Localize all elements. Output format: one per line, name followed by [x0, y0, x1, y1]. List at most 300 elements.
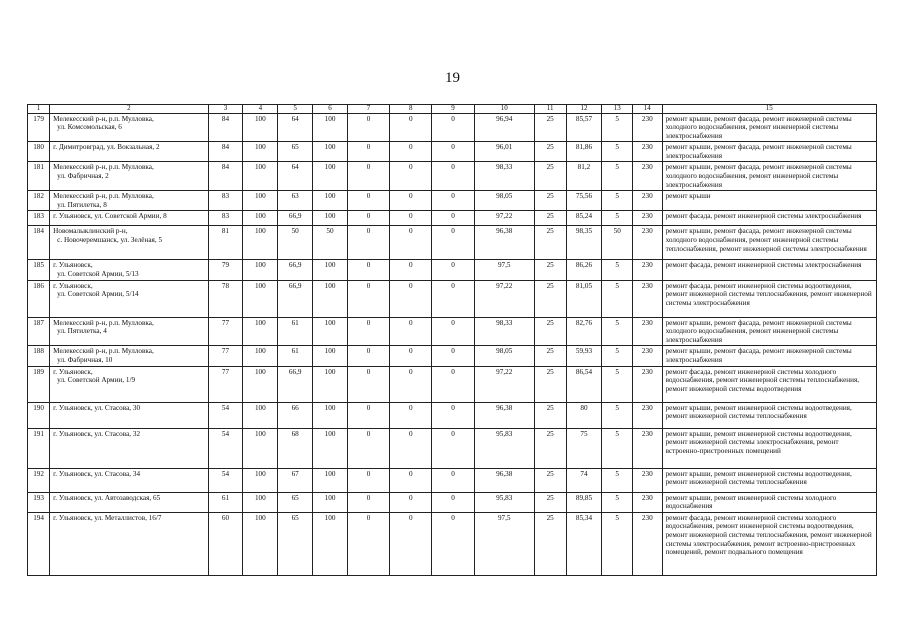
column-header-6: 6 [313, 105, 348, 114]
value-cell-col-9: 0 [432, 468, 474, 492]
value-cell-col-13: 5 [602, 280, 633, 317]
value-cell-col-5: 65 [278, 142, 313, 162]
value-cell-col-14: 230 [633, 366, 663, 402]
value-cell-col-5: 63 [278, 191, 313, 211]
value-cell-col-7: 0 [347, 260, 389, 280]
row-number: 189 [28, 366, 50, 402]
table-row [28, 226, 877, 260]
value-cell-col-5: 50 [278, 226, 313, 260]
work-types-cell: ремонт крыши, ремонт инженерной системы водоотведения, ремонт инженерной системы теплоснабжения [662, 468, 876, 492]
value-cell-col-12: 89,85 [566, 492, 602, 512]
register-table [27, 104, 877, 576]
column-header-10: 10 [474, 105, 534, 114]
value-cell-col-6: 100 [313, 162, 348, 191]
value-cell-col-5: 66,9 [278, 366, 313, 402]
value-cell-col-8: 0 [390, 317, 432, 346]
work-types-cell: ремонт крыши, ремонт фасада, ремонт инженерной системы холодного водоснабжения, ремонт инженерной системы теплоснабжения, ремонт инженерной системы электроснабжения [662, 226, 876, 260]
address-cell [50, 402, 208, 428]
value-cell-col-9: 0 [432, 317, 474, 346]
value-cell-col-6: 100 [313, 402, 348, 428]
address-cell [50, 428, 208, 468]
value-cell-col-10: 96,94 [474, 113, 534, 142]
table-row [28, 402, 877, 428]
column-header-4: 4 [243, 105, 278, 114]
value-cell-col-12: 75 [566, 428, 602, 468]
value-cell-col-14: 230 [633, 468, 663, 492]
column-header-9: 9 [432, 105, 474, 114]
address-line: ул. Комсомольская, 6 [57, 123, 122, 132]
value-cell-col-12: 82,76 [566, 317, 602, 346]
value-cell-col-13: 5 [602, 512, 633, 575]
value-cell-col-13: 5 [602, 162, 633, 191]
address-line: г. Ульяновск, [53, 261, 93, 270]
value-cell-col-14: 230 [633, 260, 663, 280]
value-cell-col-3: 79 [208, 260, 243, 280]
row-number: 194 [28, 512, 50, 575]
row-number: 187 [28, 317, 50, 346]
address-cell [50, 492, 208, 512]
value-cell-col-4: 100 [243, 280, 278, 317]
value-cell-col-3: 60 [208, 512, 243, 575]
value-cell-col-12: 85,24 [566, 211, 602, 226]
value-cell-col-13: 50 [602, 226, 633, 260]
value-cell-col-10: 95,83 [474, 428, 534, 468]
value-cell-col-5: 64 [278, 113, 313, 142]
row-number: 181 [28, 162, 50, 191]
value-cell-col-8: 0 [390, 280, 432, 317]
address-line: г. Ульяновск, ул. Советской Армии, 8 [53, 212, 167, 221]
value-cell-col-7: 0 [347, 346, 389, 366]
value-cell-col-4: 100 [243, 366, 278, 402]
column-header-14: 14 [633, 105, 663, 114]
row-number: 184 [28, 226, 50, 260]
table-row [28, 211, 877, 226]
value-cell-col-14: 230 [633, 492, 663, 512]
address-line: Новомалыклинский р-н, [53, 227, 128, 236]
value-cell-col-8: 0 [390, 366, 432, 402]
value-cell-col-13: 5 [602, 260, 633, 280]
value-cell-col-10: 97,22 [474, 366, 534, 402]
work-types-cell: ремонт крыши, ремонт фасада, ремонт инженерной системы холодного водоснабжения, ремонт инженерной системы электроснабжения [662, 162, 876, 191]
value-cell-col-9: 0 [432, 226, 474, 260]
value-cell-col-5: 65 [278, 512, 313, 575]
value-cell-col-5: 66 [278, 402, 313, 428]
work-types-cell: ремонт фасада, ремонт инженерной системы водоотведения, ремонт инженерной системы теплоснабжения, ремонт инженерной системы электроснабжения [662, 280, 876, 317]
address-line: г. Ульяновск, ул. Стасова, 32 [53, 429, 141, 438]
value-cell-col-11: 25 [534, 211, 566, 226]
value-cell-col-10: 97,5 [474, 512, 534, 575]
value-cell-col-9: 0 [432, 402, 474, 428]
address-cell [50, 142, 208, 162]
value-cell-col-11: 25 [534, 226, 566, 260]
value-cell-col-6: 100 [313, 366, 348, 402]
address-cell [50, 280, 208, 317]
value-cell-col-3: 78 [208, 280, 243, 317]
value-cell-col-12: 81,2 [566, 162, 602, 191]
column-header-1: 1 [28, 105, 50, 114]
value-cell-col-11: 25 [534, 162, 566, 191]
address-cell [50, 226, 208, 260]
value-cell-col-6: 50 [313, 226, 348, 260]
value-cell-col-3: 54 [208, 428, 243, 468]
value-cell-col-9: 0 [432, 162, 474, 191]
address-cell [50, 346, 208, 366]
value-cell-col-9: 0 [432, 366, 474, 402]
value-cell-col-14: 230 [633, 191, 663, 211]
value-cell-col-6: 100 [313, 211, 348, 226]
value-cell-col-13: 5 [602, 317, 633, 346]
row-number: 190 [28, 402, 50, 428]
value-cell-col-6: 100 [313, 260, 348, 280]
value-cell-col-6: 100 [313, 428, 348, 468]
value-cell-col-7: 0 [347, 162, 389, 191]
value-cell-col-7: 0 [347, 226, 389, 260]
table-row [28, 317, 877, 346]
value-cell-col-3: 84 [208, 142, 243, 162]
value-cell-col-11: 25 [534, 512, 566, 575]
value-cell-col-3: 84 [208, 162, 243, 191]
address-line: г. Ульяновск, ул. Металлистов, 16/7 [53, 513, 162, 522]
value-cell-col-9: 0 [432, 492, 474, 512]
value-cell-col-6: 100 [313, 512, 348, 575]
address-line: г. Ульяновск, [53, 281, 93, 290]
value-cell-col-8: 0 [390, 468, 432, 492]
value-cell-col-13: 5 [602, 492, 633, 512]
address-cell [50, 211, 208, 226]
address-line: ул. Пятилетка, 4 [57, 327, 107, 336]
value-cell-col-9: 0 [432, 280, 474, 317]
value-cell-col-12: 98,35 [566, 226, 602, 260]
value-cell-col-14: 230 [633, 317, 663, 346]
table-row [28, 512, 877, 575]
value-cell-col-9: 0 [432, 191, 474, 211]
value-cell-col-4: 100 [243, 346, 278, 366]
value-cell-col-10: 97,5 [474, 260, 534, 280]
row-number: 188 [28, 346, 50, 366]
column-header-11: 11 [534, 105, 566, 114]
value-cell-col-10: 96,38 [474, 226, 534, 260]
value-cell-col-3: 77 [208, 346, 243, 366]
value-cell-col-4: 100 [243, 402, 278, 428]
address-line: с. Новочеремшанск, ул. Зелёная, 5 [57, 236, 163, 245]
value-cell-col-5: 66,9 [278, 280, 313, 317]
value-cell-col-12: 59,93 [566, 346, 602, 366]
value-cell-col-4: 100 [243, 191, 278, 211]
value-cell-col-6: 100 [313, 346, 348, 366]
column-header-5: 5 [278, 105, 313, 114]
table-row [28, 113, 877, 142]
address-line: ул. Советской Армии, 5/14 [57, 290, 139, 299]
row-number: 179 [28, 113, 50, 142]
table-row [28, 142, 877, 162]
value-cell-col-10: 98,05 [474, 191, 534, 211]
table-row [28, 428, 877, 468]
value-cell-col-7: 0 [347, 280, 389, 317]
column-header-7: 7 [347, 105, 389, 114]
value-cell-col-10: 96,38 [474, 402, 534, 428]
value-cell-col-9: 0 [432, 260, 474, 280]
value-cell-col-4: 100 [243, 468, 278, 492]
table-row [28, 191, 877, 211]
work-types-cell: ремонт фасада, ремонт инженерной системы электроснабжения [662, 211, 876, 226]
value-cell-col-7: 0 [347, 512, 389, 575]
address-cell [50, 468, 208, 492]
value-cell-col-8: 0 [390, 142, 432, 162]
value-cell-col-11: 25 [534, 468, 566, 492]
value-cell-col-14: 230 [633, 402, 663, 428]
value-cell-col-11: 25 [534, 346, 566, 366]
value-cell-col-6: 100 [313, 280, 348, 317]
work-types-cell: ремонт крыши, ремонт фасада, ремонт инженерной системы холодного водоснабжения, ремонт инженерной системы электроснабжения [662, 113, 876, 142]
value-cell-col-3: 81 [208, 226, 243, 260]
address-line: ул. Советской Армии, 5/13 [57, 270, 139, 279]
value-cell-col-8: 0 [390, 346, 432, 366]
value-cell-col-14: 230 [633, 226, 663, 260]
value-cell-col-6: 100 [313, 142, 348, 162]
value-cell-col-7: 0 [347, 492, 389, 512]
address-line: Мелекесский р-н, р.п. Мулловка, [53, 114, 154, 123]
value-cell-col-9: 0 [432, 142, 474, 162]
address-cell [50, 260, 208, 280]
address-line: ул. Советской Армии, 1/9 [57, 376, 136, 385]
value-cell-col-10: 98,33 [474, 317, 534, 346]
address-cell [50, 191, 208, 211]
work-types-cell: ремонт крыши, ремонт инженерной системы водоотведения, ремонт инженерной системы электроснабжения, ремонт встроенно-пристроенных помещений [662, 428, 876, 468]
column-header-3: 3 [208, 105, 243, 114]
address-line: г. Ульяновск, ул. Автозаводская, 65 [53, 493, 161, 502]
value-cell-col-13: 5 [602, 428, 633, 468]
row-number: 186 [28, 280, 50, 317]
address-line: ул. Пятилетка, 8 [57, 200, 107, 209]
value-cell-col-10: 96,38 [474, 468, 534, 492]
address-cell [50, 317, 208, 346]
value-cell-col-14: 230 [633, 280, 663, 317]
work-types-cell: ремонт крыши, ремонт фасада, ремонт инженерной системы электроснабжения [662, 142, 876, 162]
value-cell-col-6: 100 [313, 113, 348, 142]
value-cell-col-3: 77 [208, 366, 243, 402]
value-cell-col-8: 0 [390, 492, 432, 512]
column-header-12: 12 [566, 105, 602, 114]
row-number: 183 [28, 211, 50, 226]
value-cell-col-4: 100 [243, 317, 278, 346]
address-line: г. Ульяновск, [53, 367, 93, 376]
work-types-cell: ремонт крыши, ремонт инженерной системы водоотведения, ремонт инженерной системы теплоснабжения [662, 402, 876, 428]
value-cell-col-5: 64 [278, 162, 313, 191]
address-line: г. Димитровград, ул. Вокзальная, 2 [53, 143, 160, 152]
value-cell-col-5: 66,9 [278, 260, 313, 280]
value-cell-col-12: 85,57 [566, 113, 602, 142]
value-cell-col-6: 100 [313, 191, 348, 211]
value-cell-col-14: 230 [633, 162, 663, 191]
value-cell-col-14: 230 [633, 512, 663, 575]
value-cell-col-4: 100 [243, 162, 278, 191]
value-cell-col-11: 25 [534, 280, 566, 317]
work-types-cell: ремонт крыши, ремонт фасада, ремонт инженерной системы холодного водоснабжения, ремонт инженерной системы электроснабжения [662, 317, 876, 346]
work-types-cell: ремонт фасада, ремонт инженерной системы электроснабжения [662, 260, 876, 280]
address-line: ул. Фабричная, 10 [57, 356, 113, 364]
column-header-2: 2 [50, 105, 208, 114]
column-header-8: 8 [390, 105, 432, 114]
value-cell-col-8: 0 [390, 260, 432, 280]
value-cell-col-10: 96,01 [474, 142, 534, 162]
address-cell [50, 162, 208, 191]
value-cell-col-13: 5 [602, 366, 633, 402]
value-cell-col-12: 86,26 [566, 260, 602, 280]
value-cell-col-4: 100 [243, 226, 278, 260]
value-cell-col-14: 230 [633, 211, 663, 226]
table-row [28, 162, 877, 191]
value-cell-col-7: 0 [347, 113, 389, 142]
value-cell-col-8: 0 [390, 428, 432, 468]
value-cell-col-3: 83 [208, 191, 243, 211]
table-row [28, 492, 877, 512]
value-cell-col-7: 0 [347, 402, 389, 428]
value-cell-col-14: 230 [633, 113, 663, 142]
address-line: г. Ульяновск, ул. Стасова, 34 [53, 469, 141, 478]
value-cell-col-9: 0 [432, 113, 474, 142]
value-cell-col-11: 25 [534, 113, 566, 142]
value-cell-col-12: 81,86 [566, 142, 602, 162]
row-number: 191 [28, 428, 50, 468]
value-cell-col-11: 25 [534, 191, 566, 211]
value-cell-col-6: 100 [313, 317, 348, 346]
value-cell-col-7: 0 [347, 191, 389, 211]
value-cell-col-8: 0 [390, 211, 432, 226]
value-cell-col-10: 97,22 [474, 280, 534, 317]
column-header-13: 13 [602, 105, 633, 114]
table-row [28, 366, 877, 402]
row-number: 192 [28, 468, 50, 492]
value-cell-col-9: 0 [432, 512, 474, 575]
value-cell-col-14: 230 [633, 428, 663, 468]
table-body [28, 113, 877, 575]
value-cell-col-7: 0 [347, 366, 389, 402]
value-cell-col-8: 0 [390, 226, 432, 260]
value-cell-col-8: 0 [390, 113, 432, 142]
value-cell-col-4: 100 [243, 142, 278, 162]
value-cell-col-13: 5 [602, 468, 633, 492]
work-types-cell: ремонт крыши, ремонт инженерной системы холодного водоснабжения [662, 492, 876, 512]
value-cell-col-4: 100 [243, 512, 278, 575]
value-cell-col-4: 100 [243, 113, 278, 142]
value-cell-col-14: 230 [633, 142, 663, 162]
value-cell-col-9: 0 [432, 346, 474, 366]
value-cell-col-3: 83 [208, 211, 243, 226]
value-cell-col-13: 5 [602, 191, 633, 211]
table-row [28, 260, 877, 280]
value-cell-col-5: 61 [278, 346, 313, 366]
work-types-cell: ремонт крыши, ремонт фасада, ремонт инженерной системы электроснабжения [662, 346, 876, 366]
value-cell-col-3: 77 [208, 317, 243, 346]
value-cell-col-6: 100 [313, 468, 348, 492]
value-cell-col-9: 0 [432, 211, 474, 226]
value-cell-col-10: 95,83 [474, 492, 534, 512]
address-cell [50, 512, 208, 575]
value-cell-col-7: 0 [347, 317, 389, 346]
value-cell-col-4: 100 [243, 260, 278, 280]
value-cell-col-7: 0 [347, 142, 389, 162]
row-number: 180 [28, 142, 50, 162]
value-cell-col-3: 61 [208, 492, 243, 512]
address-line: ул. Фабричная, 2 [57, 172, 109, 181]
value-cell-col-12: 80 [566, 402, 602, 428]
value-cell-col-12: 81,05 [566, 280, 602, 317]
header-row [28, 105, 877, 114]
value-cell-col-8: 0 [390, 512, 432, 575]
value-cell-col-13: 5 [602, 402, 633, 428]
value-cell-col-8: 0 [390, 191, 432, 211]
table-row [28, 468, 877, 492]
value-cell-col-13: 5 [602, 211, 633, 226]
value-cell-col-13: 5 [602, 142, 633, 162]
work-types-cell: ремонт фасада, ремонт инженерной системы холодного водоснабжения, ремонт инженерной системы водоотведения, ремонт инженерной системы теплоснабжения, ремонт инженерной системы электроснабжения, ремонт встроенно-пристроенных помещений, ремонт подвального помещения [662, 512, 876, 575]
value-cell-col-11: 25 [534, 402, 566, 428]
value-cell-col-11: 25 [534, 260, 566, 280]
value-cell-col-3: 54 [208, 402, 243, 428]
page-number: 19 [445, 70, 460, 86]
value-cell-col-8: 0 [390, 402, 432, 428]
work-types-cell: ремонт фасада, ремонт инженерной системы холодного водоснабжения, ремонт инженерной системы теплоснабжения, ремонт инженерной системы водоотведения [662, 366, 876, 402]
value-cell-col-11: 25 [534, 492, 566, 512]
value-cell-col-7: 0 [347, 468, 389, 492]
value-cell-col-11: 25 [534, 142, 566, 162]
value-cell-col-8: 0 [390, 162, 432, 191]
value-cell-col-11: 25 [534, 428, 566, 468]
value-cell-col-3: 84 [208, 113, 243, 142]
value-cell-col-12: 74 [566, 468, 602, 492]
value-cell-col-7: 0 [347, 211, 389, 226]
value-cell-col-4: 100 [243, 492, 278, 512]
value-cell-col-13: 5 [602, 346, 633, 366]
address-line: Мелекесский р-н, р.п. Мулловка, [53, 347, 154, 356]
row-number: 182 [28, 191, 50, 211]
value-cell-col-4: 100 [243, 211, 278, 226]
value-cell-col-5: 65 [278, 492, 313, 512]
value-cell-col-5: 68 [278, 428, 313, 468]
value-cell-col-9: 0 [432, 428, 474, 468]
table-row [28, 346, 877, 366]
value-cell-col-6: 100 [313, 492, 348, 512]
value-cell-col-11: 25 [534, 317, 566, 346]
value-cell-col-7: 0 [347, 428, 389, 468]
value-cell-col-13: 5 [602, 113, 633, 142]
address-cell [50, 366, 208, 402]
value-cell-col-5: 66,9 [278, 211, 313, 226]
address-cell [50, 113, 208, 142]
address-line: г. Ульяновск, ул. Стасова, 30 [53, 403, 141, 412]
value-cell-col-3: 54 [208, 468, 243, 492]
value-cell-col-12: 85,34 [566, 512, 602, 575]
value-cell-col-11: 25 [534, 366, 566, 402]
address-line: Мелекесский р-н, р.п. Мулловка, [53, 163, 154, 172]
table-row [28, 280, 877, 317]
value-cell-col-10: 98,33 [474, 162, 534, 191]
address-line: Мелекесский р-н, р.п. Мулловка, [53, 318, 154, 327]
address-line: Мелекесский р-н, р.п. Мулловка, [53, 192, 154, 201]
row-number: 185 [28, 260, 50, 280]
value-cell-col-5: 61 [278, 317, 313, 346]
row-number: 193 [28, 492, 50, 512]
value-cell-col-14: 230 [633, 346, 663, 366]
value-cell-col-10: 98,05 [474, 346, 534, 366]
value-cell-col-10: 97,22 [474, 211, 534, 226]
column-header-15: 15 [662, 105, 876, 114]
value-cell-col-12: 86,54 [566, 366, 602, 402]
work-types-cell: ремонт крыши [662, 191, 876, 211]
value-cell-col-5: 67 [278, 468, 313, 492]
value-cell-col-12: 75,56 [566, 191, 602, 211]
value-cell-col-4: 100 [243, 428, 278, 468]
